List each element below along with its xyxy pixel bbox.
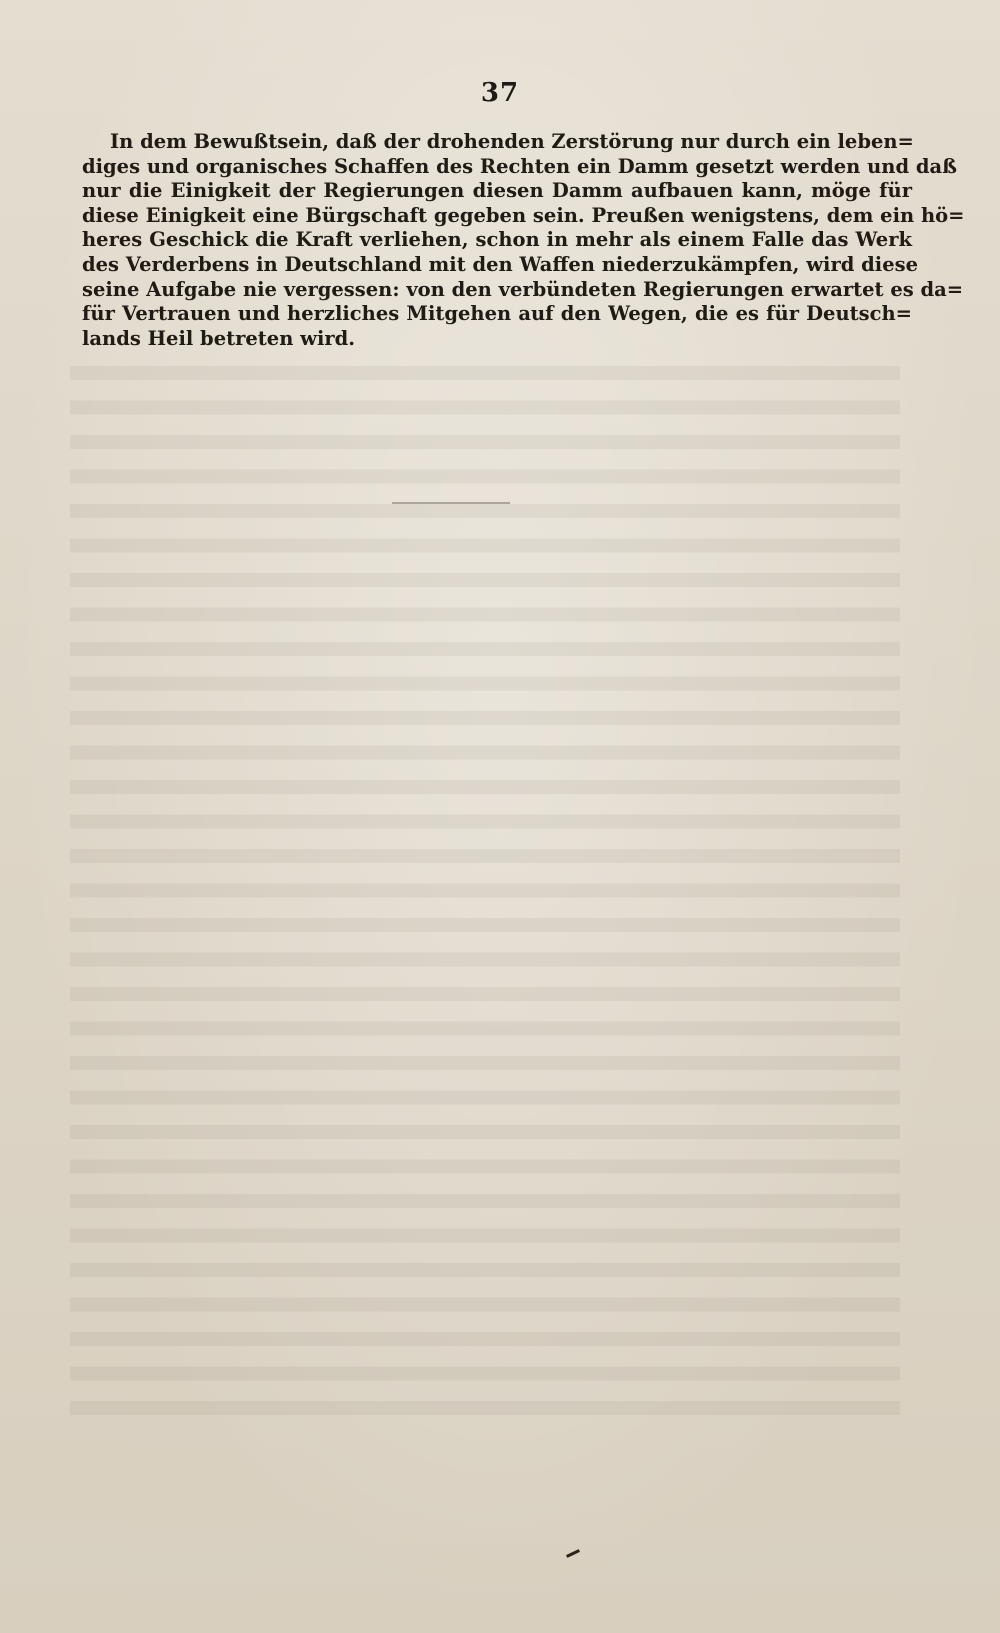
text-line: nur die Einigkeit der Regierungen diesen Damm aufbauen kann, möge für (82, 179, 912, 203)
ink-speck (566, 1549, 580, 1558)
text-line: lands Heil betreten wird. (82, 326, 356, 350)
body-paragraph (82, 130, 965, 351)
bleed-through-rule (392, 502, 510, 504)
text-line: diese Einigkeit eine Bürgschaft gegeben sein. Preußen wenigstens, dem ein hö= (82, 203, 965, 227)
text-line: des Verderbens in Deutschland mit den Waffen niederzukämpfen, wird diese (82, 252, 918, 276)
text-line: In dem Bewußtsein, daß der drohenden Zerstörung nur durch ein leben= (110, 130, 914, 153)
page-number: 37 (480, 78, 520, 108)
text-line: heres Geschick die Kraft verliehen, schon in mehr als einem Falle das Werk (82, 228, 912, 252)
text-line: für Vertrauen und herzliches Mitgehen auf den Wegen, die es für Deutsch= (82, 302, 912, 326)
text-line: diges und organisches Schaffen des Rechten ein Damm gesetzt werden und daß (82, 154, 957, 178)
bleed-through-texture (70, 360, 900, 1420)
text-line: seine Aufgabe nie vergessen: von den verbündeten Regierungen erwartet es da= (82, 277, 964, 301)
